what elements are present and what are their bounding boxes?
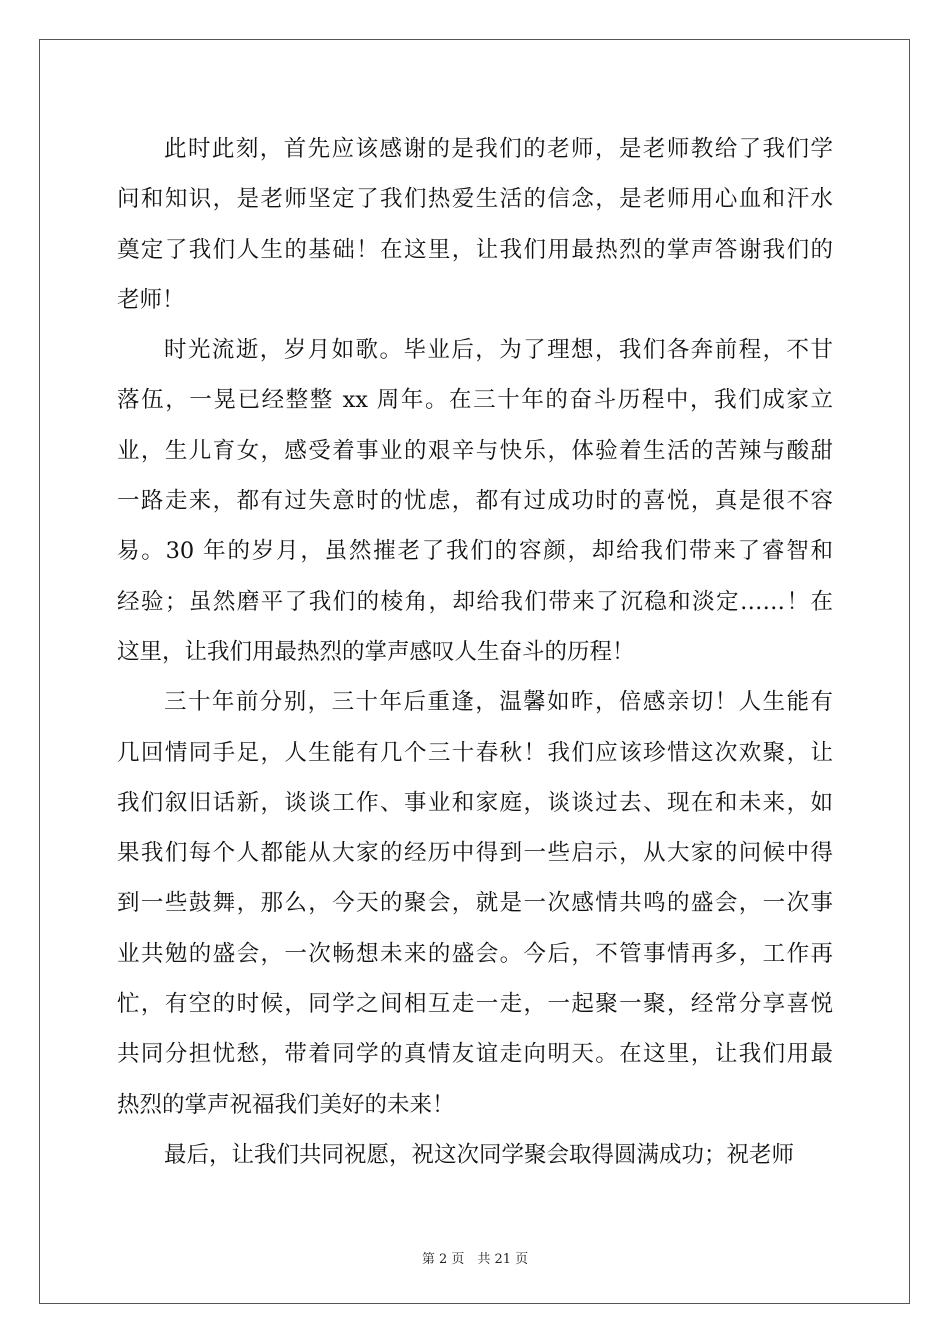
paragraph-3-line-3: 我们叙旧话新，谈谈工作、事业和家庭，谈谈过去、现在和未来，如 <box>117 789 833 816</box>
paragraph-3-line-9: 热烈的掌声祝福我们美好的未来！ <box>117 1091 455 1118</box>
paragraph-3-line-4: 果我们每个人都能从大家的经历中得到一些启示，从大家的问候中得 <box>117 840 833 867</box>
paragraph-2-line-2: 落伍，一晃已经整整 xx 周年。在三十年的奋斗历程中，我们成家立 <box>117 387 833 414</box>
paragraph-2-line-1: 时光流逝，岁月如歌。毕业后，为了理想，我们各奔前程，不甘 <box>164 337 833 364</box>
paragraph-1-line-2: 问和知识，是老师坚定了我们热爱生活的信念，是老师用心血和汗水 <box>117 186 833 213</box>
paragraph-2-line-6: 经验；虽然磨平了我们的棱角，却给我们带来了沉稳和淡定……！在 <box>117 588 833 615</box>
paragraph-3-line-8: 共同分担忧愁，带着同学的真情友谊走向明天。在这里，让我们用最 <box>117 1041 833 1068</box>
document-body <box>117 124 833 1180</box>
page-number: 第 2 页 共 21 页 <box>421 1252 529 1267</box>
paragraph-1-line-4: 老师！ <box>117 286 185 313</box>
paragraph-3-line-7: 忙，有空的时候，同学之间相互走一走，一起聚一聚，经常分享喜悦 <box>117 991 833 1018</box>
paragraph-3-line-1: 三十年前分别，三十年后重逢，温馨如昨，倍感亲切！人生能有 <box>164 689 833 716</box>
paragraph-2-line-4: 一路走来，都有过失意时的忧虑，都有过成功时的喜悦，真是很不容 <box>117 488 833 515</box>
paragraph-2-line-5: 易。30 年的岁月，虽然摧老了我们的容颜，却给我们带来了睿智和 <box>117 538 833 565</box>
paragraph-3-line-5: 到一些鼓舞，那么，今天的聚会，就是一次感情共鸣的盛会，一次事 <box>117 890 833 917</box>
paragraph-3-line-2: 几回情同手足，人生能有几个三十春秋！我们应该珍惜这次欢聚，让 <box>117 739 833 766</box>
paragraph-1-line-1: 此时此刻，首先应该感谢的是我们的老师，是老师教给了我们学 <box>164 136 833 162</box>
paragraph-4-line-1: 最后，让我们共同祝愿，祝这次同学聚会取得圆满成功；祝老师 <box>164 1141 795 1168</box>
paragraph-1-line-3: 奠定了我们人生的基础！在这里，让我们用最热烈的掌声答谢我们的 <box>117 236 833 263</box>
paragraph-3-line-6: 业共勉的盛会，一次畅想未来的盛会。今后，不管事情再多，工作再 <box>117 940 833 967</box>
paragraph-2-line-3: 业，生儿育女，感受着事业的艰辛与快乐，体验着生活的苦辣与酸甜 <box>117 437 833 464</box>
paragraph-2-line-7: 这里，让我们用最热烈的掌声感叹人生奋斗的历程！ <box>117 638 635 665</box>
